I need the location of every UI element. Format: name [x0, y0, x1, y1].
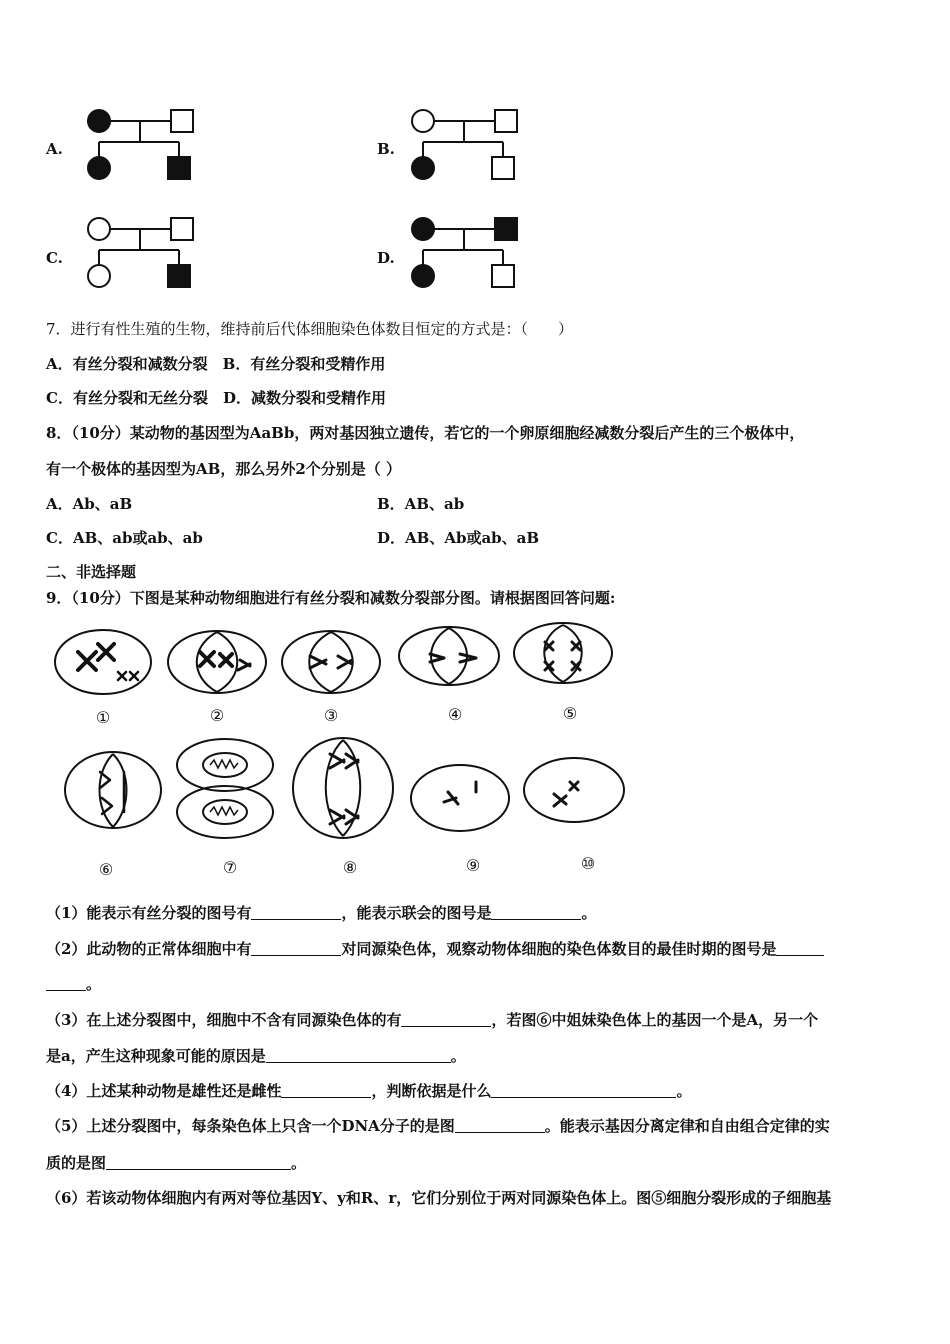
fig-label-6: ⑥ [98, 860, 114, 879]
answer-blank-2a[interactable] [251, 939, 341, 956]
q8-option-d: D．AB、Ab或ab、aB [377, 529, 540, 547]
q8-stem-line1: 8．（10分）某动物的基因型为AaBb，两对基因独立遗传，若它的一个卵原细胞经减数分裂后产生的三个极体中， [46, 424, 805, 442]
q8-stem-line2: 有一个极体的基因型为AB，那么另外2个分别是（ ） [46, 460, 401, 478]
option-d-label: D. [377, 249, 395, 267]
option-a-label: A. [46, 140, 63, 158]
cell-5 [514, 623, 612, 683]
answer-blank-1b[interactable] [491, 903, 581, 920]
q9-sub3: （3）在上述分裂图中，细胞中不含有同源染色体的有 ，若图⑥中姐妹染色体上的基因一个是A，另一个 [46, 1011, 819, 1029]
answer-blank-5a[interactable] [455, 1116, 545, 1133]
fig-label-5: ⑤ [562, 704, 578, 723]
q9-sub5-cont: 质的是图 。 [46, 1154, 307, 1172]
answer-blank-2b-cont[interactable] [46, 974, 86, 991]
pedigree-d [404, 212, 524, 294]
fig-label-7: ⑦ [222, 858, 238, 877]
cell-3 [282, 631, 380, 693]
cell-2 [168, 631, 266, 693]
q7-options-ab: A．有丝分裂和减数分裂 B．有丝分裂和受精作用 [46, 355, 386, 373]
fig-label-4: ④ [447, 705, 463, 724]
q9-sub1: （1）能表示有丝分裂的图号有 ，能表示联会的图号是 。 [46, 904, 597, 922]
answer-blank-1a[interactable] [251, 903, 341, 920]
option-b-label: B. [377, 140, 395, 158]
cell-division-figure [40, 622, 640, 884]
answer-blank-4a[interactable] [281, 1081, 371, 1098]
answer-blank-4b[interactable] [491, 1081, 676, 1098]
cell-8 [293, 738, 393, 838]
q9-stem: 9．（10分）下图是某种动物细胞进行有丝分裂和减数分裂部分图。请根据图回答问题: [46, 589, 616, 607]
section-heading: 二、非选择题 [46, 563, 137, 581]
cell-1 [55, 630, 151, 694]
fig-label-9: ⑨ [465, 856, 481, 875]
answer-blank-3a[interactable] [401, 1010, 491, 1027]
cell-10 [524, 758, 624, 822]
fig-label-1: ① [95, 708, 111, 727]
pedigree-b [404, 104, 524, 186]
q9-sub6: （6）若该动物体细胞内有两对等位基因Y、y和R、r，它们分别位于两对同源染色体上。图⑤细胞分裂形成的子细胞基 [46, 1189, 832, 1207]
q8-option-a: A．Ab、aB [46, 495, 133, 513]
fig-label-2: ② [209, 706, 225, 725]
q7-options-cd: C．有丝分裂和无丝分裂 D．减数分裂和受精作用 [46, 389, 386, 407]
cell-6 [65, 752, 161, 828]
pedigree-c [80, 212, 200, 294]
q9-sub2-cont: 。 [46, 974, 101, 994]
q9-sub4: （4）上述某种动物是雄性还是雌性 ，判断依据是什么 。 [46, 1082, 692, 1100]
answer-blank-3b[interactable] [266, 1046, 451, 1063]
q9-sub3-cont: 是a，产生这种现象可能的原因是 。 [46, 1047, 466, 1065]
fig-label-3: ③ [323, 706, 339, 725]
q9-sub5: （5）上述分裂图中，每条染色体上只含一个DNA分子的是图 。能表示基因分离定律和自由组合定律的实 [46, 1117, 830, 1135]
cell-9 [411, 765, 509, 831]
option-c-label: C. [46, 249, 63, 267]
q8-option-c: C．AB、ab或ab、ab [46, 529, 203, 547]
fig-label-10: ⑩ [580, 854, 596, 873]
fig-label-8: ⑧ [342, 858, 358, 877]
answer-blank-5b[interactable] [106, 1153, 291, 1170]
pedigree-a [80, 104, 200, 186]
cell-4 [399, 627, 499, 685]
q7-stem: 7．进行有性生殖的生物，维持前后代体细胞染色体数目恒定的方式是：（ ） [46, 320, 574, 338]
answer-blank-2b[interactable] [776, 939, 824, 956]
q8-option-b: B．AB、ab [377, 495, 465, 513]
q9-sub2: （2）此动物的正常体细胞中有 对同源染色体，观察动物体细胞的染色体数目的最佳时期的图号是 [46, 939, 824, 959]
